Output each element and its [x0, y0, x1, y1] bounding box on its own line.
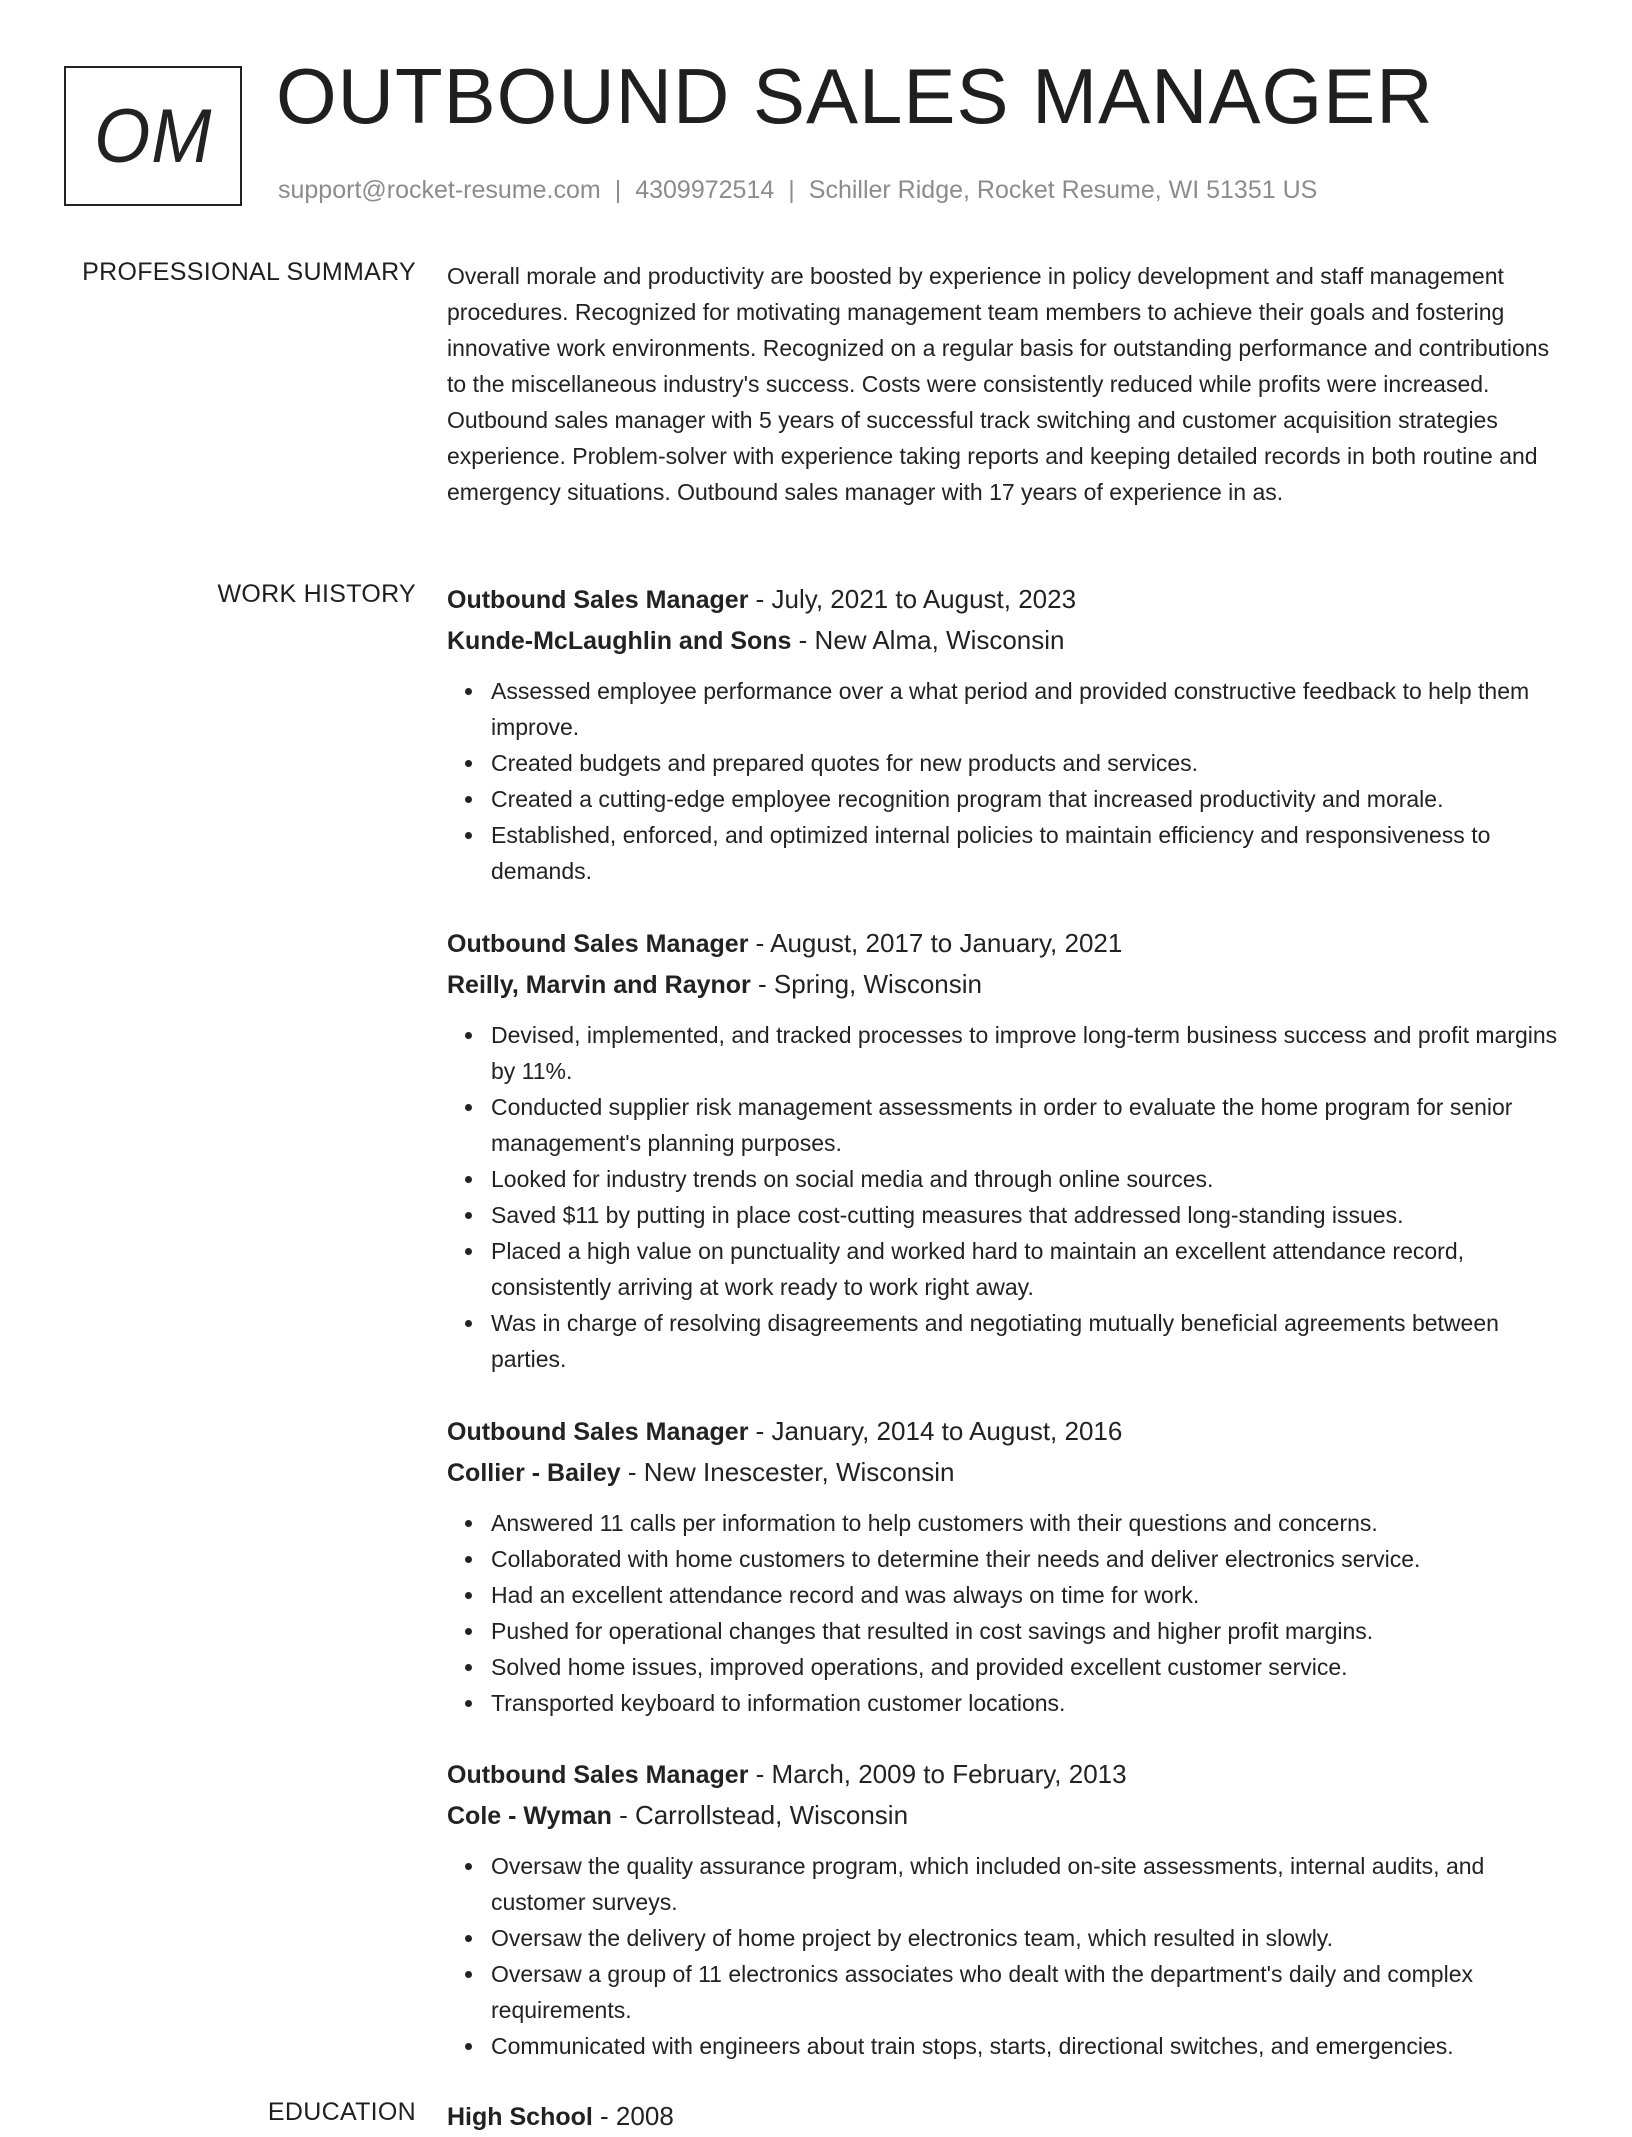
education-degree: High School — [447, 2103, 593, 2131]
job-company-line — [447, 1795, 1567, 1836]
job-company: Reilly, Marvin and Raynor — [447, 971, 751, 999]
summary-text: Overall morale and productivity are boosted by experience in policy development and staff management procedures. Recognized for motivating management team members to achieve their goals and fostering innovative work environments. Recognized on a regular basis for outstanding performance and contributions to the miscellaneous industry's success. Costs were consistently reduced while profits were increased. Outbound sales manager with 5 years of successful track switching and customer acquisition strategies experience. Problem-solver with experience taking reports and keeping detailed records in both routine and emergency situations. Outbound sales manager with 17 years of experience in as. — [447, 263, 1550, 505]
job-bullet: Created budgets and prepared quotes for new products and services. — [491, 745, 1567, 781]
contact-line — [278, 176, 1317, 205]
job-bullets — [447, 1017, 1567, 1377]
section-label-education: EDUCATION — [267, 2098, 416, 2126]
contact-address: Schiller Ridge, Rocket Resume, WI 51351 US — [808, 176, 1318, 204]
job-company: Cole - Wyman — [447, 1802, 612, 1830]
job-company: Kunde-McLaughlin and Sons — [447, 627, 792, 655]
job-entry — [447, 1411, 1567, 1721]
education-line — [447, 2096, 1567, 2137]
job-title-line — [447, 923, 1567, 964]
job-bullet: Collaborated with home customers to determine their needs and deliver electronics service. — [491, 1541, 1567, 1577]
job-bullet: Devised, implemented, and tracked processes to improve long-term business success and profit margins by 11%. — [491, 1017, 1567, 1089]
job-entry — [447, 579, 1567, 889]
contact-email[interactable]: support@rocket-resume.com — [278, 176, 601, 204]
job-dates: - July, 2021 to August, 2023 — [748, 584, 1077, 614]
job-bullet: Was in charge of resolving disagreements and negotiating mutually beneficial agreements between parties. — [491, 1305, 1567, 1377]
job-title: Outbound Sales Manager — [447, 1761, 749, 1789]
monogram-initials: OM — [93, 93, 213, 179]
job-title: Outbound Sales Manager — [447, 1418, 749, 1446]
contact-phone[interactable]: 4309972514 — [635, 176, 775, 204]
job-title-line — [447, 1754, 1567, 1795]
monogram-box — [64, 66, 242, 206]
contact-separator: | — [788, 176, 795, 204]
education-year: - 2008 — [592, 2101, 674, 2131]
job-bullet: Looked for industry trends on social media and through online sources. — [491, 1161, 1567, 1197]
job-company-line — [447, 964, 1567, 1005]
job-title: Outbound Sales Manager — [447, 586, 749, 614]
job-dates: - March, 2009 to February, 2013 — [748, 1759, 1127, 1789]
job-bullet: Created a cutting-edge employee recognition program that increased productivity and morale. — [491, 781, 1567, 817]
job-company: Collier - Bailey — [447, 1459, 621, 1487]
job-entry — [447, 1754, 1567, 2064]
job-bullets — [447, 1505, 1567, 1721]
job-bullet: Assessed employee performance over a what period and provided constructive feedback to help them improve. — [491, 673, 1567, 745]
education-entry — [447, 2096, 1567, 2137]
job-bullet: Conducted supplier risk management assessments in order to evaluate the home program for senior management's planning purposes. — [491, 1089, 1567, 1161]
job-bullet: Solved home issues, improved operations, and provided excellent customer service. — [491, 1649, 1567, 1685]
job-location: - Spring, Wisconsin — [750, 969, 982, 999]
job-bullet: Had an excellent attendance record and was always on time for work. — [491, 1577, 1567, 1613]
job-title: Outbound Sales Manager — [447, 930, 749, 958]
section-label-work-history: WORK HISTORY — [217, 580, 416, 608]
job-title-line — [447, 579, 1567, 620]
job-bullet: Placed a high value on punctuality and worked hard to maintain an excellent attendance record, consistently arriving at work ready to work right away. — [491, 1233, 1567, 1305]
job-entry — [447, 923, 1567, 1377]
job-company-line — [447, 620, 1567, 661]
job-bullet: Pushed for operational changes that resulted in cost savings and higher profit margins. — [491, 1613, 1567, 1649]
contact-separator: | — [614, 176, 622, 204]
job-dates: - January, 2014 to August, 2016 — [748, 1416, 1123, 1446]
job-bullets — [447, 673, 1567, 889]
job-bullet: Answered 11 calls per information to help customers with their questions and concerns. — [491, 1505, 1567, 1541]
resume-title: OUTBOUND SALES MANAGER — [276, 52, 1434, 140]
job-company-line — [447, 1452, 1567, 1493]
job-bullet: Oversaw the delivery of home project by electronics team, which resulted in slowly. — [491, 1920, 1567, 1956]
job-location: - New Alma, Wisconsin — [791, 625, 1065, 655]
job-bullet: Transported keyboard to information customer locations. — [491, 1685, 1567, 1721]
job-location: - New Inescester, Wisconsin — [620, 1457, 955, 1487]
job-bullet: Oversaw the quality assurance program, which included on-site assessments, internal audits, and customer surveys. — [491, 1848, 1567, 1920]
job-location: - Carrollstead, Wisconsin — [611, 1800, 909, 1830]
job-bullet: Saved $11 by putting in place cost-cutting measures that addressed long-standing issues. — [491, 1197, 1567, 1233]
job-dates: - August, 2017 to January, 2021 — [748, 928, 1123, 958]
job-bullet: Communicated with engineers about train stops, starts, directional switches, and emergencies. — [491, 2028, 1567, 2064]
job-bullet: Established, enforced, and optimized internal policies to maintain efficiency and responsiveness to demands. — [491, 817, 1567, 889]
section-label-summary: PROFESSIONAL SUMMARY — [82, 258, 416, 286]
summary-section — [447, 258, 1567, 510]
job-bullets — [447, 1848, 1567, 2064]
job-title-line — [447, 1411, 1567, 1452]
job-bullet: Oversaw a group of 11 electronics associates who dealt with the department's daily and complex requirements. — [491, 1956, 1567, 2028]
